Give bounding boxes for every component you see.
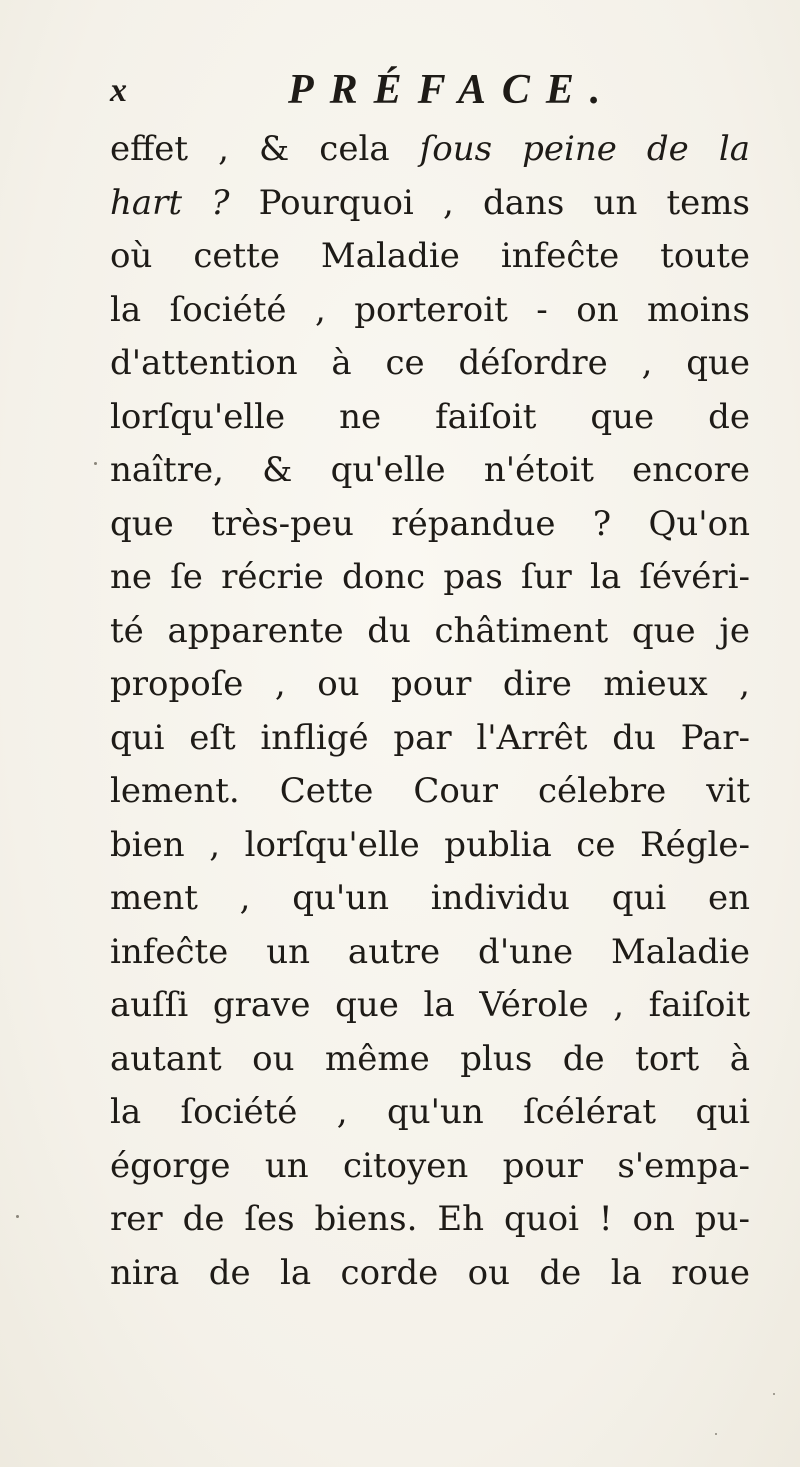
text-line: té apparente du châtiment que je <box>110 610 750 651</box>
text-line: effet , & cela ſous peine de la <box>110 129 750 169</box>
text-line: propoſe , ou pour dire mieux , <box>110 664 750 704</box>
text-line: infeĉte un autre d'une Maladie <box>110 931 750 972</box>
text-line: la ſociété , porteroit - on moins <box>110 289 750 330</box>
text-line: lorſqu'elle ne faiſoit que de <box>110 396 750 437</box>
text-line: ne ſe récrie donc pas ſur la ſévéri- <box>110 557 750 597</box>
text-line: rer de ſes biens. Eh quoi ! on pu- <box>110 1199 750 1239</box>
text-line: naître, & qu'elle n'étoit encore <box>110 450 750 490</box>
text-line: qui eſt infligé par l'Arrêt du Par- <box>110 717 750 758</box>
text-line: la ſociété , qu'un ſcélérat qui <box>110 1092 750 1132</box>
text-line: ment , qu'un individu qui en <box>110 878 750 918</box>
running-head <box>110 66 670 116</box>
text-line: auſſi grave que la Vérole , faiſoit <box>110 985 750 1025</box>
body-text <box>110 123 750 1300</box>
speck <box>773 1393 775 1395</box>
text-line: que très-peu répandue ? Qu'on <box>110 503 750 544</box>
text-line: d'attention à ce déſordre , que <box>110 343 750 383</box>
text-line: égorge un citoyen pour s'empa- <box>110 1145 750 1186</box>
running-head-title: PRÉFACE. <box>288 67 617 113</box>
speck <box>16 1215 19 1218</box>
text-line: nira de la corde ou de la roue <box>110 1252 750 1293</box>
text-line: bien , lorſqu'elle publia ce Régle- <box>110 824 750 865</box>
text-line: où cette Maladie infeĉte toute <box>110 236 750 276</box>
page-number: x <box>110 72 127 109</box>
text-line: lement. Cette Cour célebre vit <box>110 771 750 811</box>
text-line: hart ? Pourquoi , dans un tems <box>110 182 750 223</box>
speck <box>715 1433 717 1435</box>
speck <box>94 462 97 465</box>
text-line: autant ou même plus de tort à <box>110 1038 750 1079</box>
